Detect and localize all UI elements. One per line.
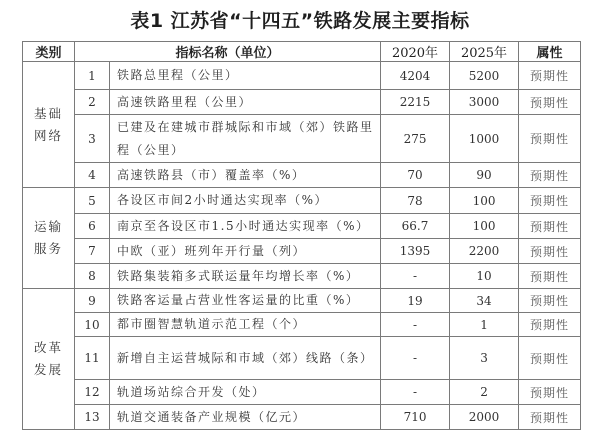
table-row <box>23 405 581 430</box>
row-number: 3 <box>75 115 110 163</box>
attribute: 预期性 <box>519 337 581 380</box>
value-2020: 19 <box>381 289 450 313</box>
row-number: 10 <box>75 313 110 337</box>
value-2020: 78 <box>381 188 450 214</box>
category-line: 运输 <box>33 219 63 234</box>
header-category: 类别 <box>23 42 75 62</box>
value-2025: 2 <box>450 380 519 405</box>
row-number: 11 <box>75 337 110 380</box>
header-2020: 2020年 <box>381 42 450 62</box>
value-2020: - <box>381 337 450 380</box>
value-2020: 1395 <box>381 239 450 264</box>
row-number: 5 <box>75 188 110 214</box>
table-row <box>23 163 581 188</box>
indicators-table <box>22 41 581 430</box>
category-line: 改革 <box>33 340 63 355</box>
table-row <box>23 115 581 163</box>
indicator-name: 铁路总里程（公里） <box>110 62 381 90</box>
table-row <box>23 313 581 337</box>
row-number: 13 <box>75 405 110 430</box>
header-2025: 2025年 <box>450 42 519 62</box>
indicator-name: 南京至各设区市1.5小时通达实现率（%） <box>110 214 381 239</box>
table-row <box>23 188 581 214</box>
indicator-name: 轨道场站综合开发（处） <box>110 380 381 405</box>
category-line: 网络 <box>33 127 63 143</box>
value-2025: 5200 <box>450 62 519 90</box>
attribute: 预期性 <box>519 264 581 289</box>
attribute: 预期性 <box>519 163 581 188</box>
value-2025: 3 <box>450 337 519 380</box>
header-row <box>23 42 581 62</box>
value-2020: - <box>381 313 450 337</box>
row-number: 6 <box>75 214 110 239</box>
attribute: 预期性 <box>519 313 581 337</box>
table-row <box>23 90 581 115</box>
indicator-name: 中欧（亚）班列年开行量（列） <box>110 239 381 264</box>
value-2025: 100 <box>450 188 519 214</box>
indicator-name: 都市圈智慧轨道示范工程（个） <box>110 313 381 337</box>
category-line: 服务 <box>33 241 63 256</box>
attribute: 预期性 <box>519 115 581 163</box>
row-number: 7 <box>75 239 110 264</box>
value-2025: 1 <box>450 313 519 337</box>
indicator-name: 铁路集装箱多式联运量年均增长率（%） <box>110 264 381 289</box>
value-2020: 66.7 <box>381 214 450 239</box>
attribute: 预期性 <box>519 380 581 405</box>
category-cell <box>23 289 75 430</box>
indicator-name: 已建及在建城市群城际和市域（郊）铁路里程（公里） <box>110 115 381 163</box>
row-number: 1 <box>75 62 110 90</box>
value-2020: 2215 <box>381 90 450 115</box>
indicator-name: 铁路客运量占营业性客运量的比重（%） <box>110 289 381 313</box>
indicator-name: 新增自主运营城际和市域（郊）线路（条） <box>110 337 381 380</box>
row-number: 2 <box>75 90 110 115</box>
table-row <box>23 337 581 380</box>
value-2025: 90 <box>450 163 519 188</box>
value-2025: 1000 <box>450 115 519 163</box>
table-row <box>23 239 581 264</box>
value-2020: 275 <box>381 115 450 163</box>
indicator-name: 高速铁路县（市）覆盖率（%） <box>110 163 381 188</box>
table-row <box>23 289 581 313</box>
table-row <box>23 62 581 90</box>
header-indicator: 指标名称（单位） <box>75 42 381 62</box>
table-row <box>23 264 581 289</box>
value-2020: 70 <box>381 163 450 188</box>
value-2025: 2000 <box>450 405 519 430</box>
attribute: 预期性 <box>519 188 581 214</box>
table-title: 表1 江苏省“十四五”铁路发展主要指标 <box>130 10 470 32</box>
value-2025: 10 <box>450 264 519 289</box>
value-2020: - <box>381 380 450 405</box>
attribute: 预期性 <box>519 239 581 264</box>
value-2020: 710 <box>381 405 450 430</box>
attribute: 预期性 <box>519 90 581 115</box>
value-2025: 3000 <box>450 90 519 115</box>
category-line: 发展 <box>33 362 63 377</box>
row-number: 12 <box>75 380 110 405</box>
indicator-name: 轨道交通装备产业规模（亿元） <box>110 405 381 430</box>
row-number: 9 <box>75 289 110 313</box>
category-cell <box>23 62 75 188</box>
table-row <box>23 214 581 239</box>
value-2020: 4204 <box>381 62 450 90</box>
attribute: 预期性 <box>519 405 581 430</box>
attribute: 预期性 <box>519 289 581 313</box>
attribute: 预期性 <box>519 62 581 90</box>
header-attribute: 属性 <box>519 42 581 62</box>
table-row <box>23 380 581 405</box>
value-2020: - <box>381 264 450 289</box>
category-cell <box>23 188 75 289</box>
indicator-name: 各设区市间2小时通达实现率（%） <box>110 188 381 214</box>
value-2025: 34 <box>450 289 519 313</box>
attribute: 预期性 <box>519 214 581 239</box>
category-line: 基础 <box>33 105 63 121</box>
indicator-name: 高速铁路里程（公里） <box>110 90 381 115</box>
value-2025: 100 <box>450 214 519 239</box>
row-number: 4 <box>75 163 110 188</box>
value-2025: 2200 <box>450 239 519 264</box>
row-number: 8 <box>75 264 110 289</box>
